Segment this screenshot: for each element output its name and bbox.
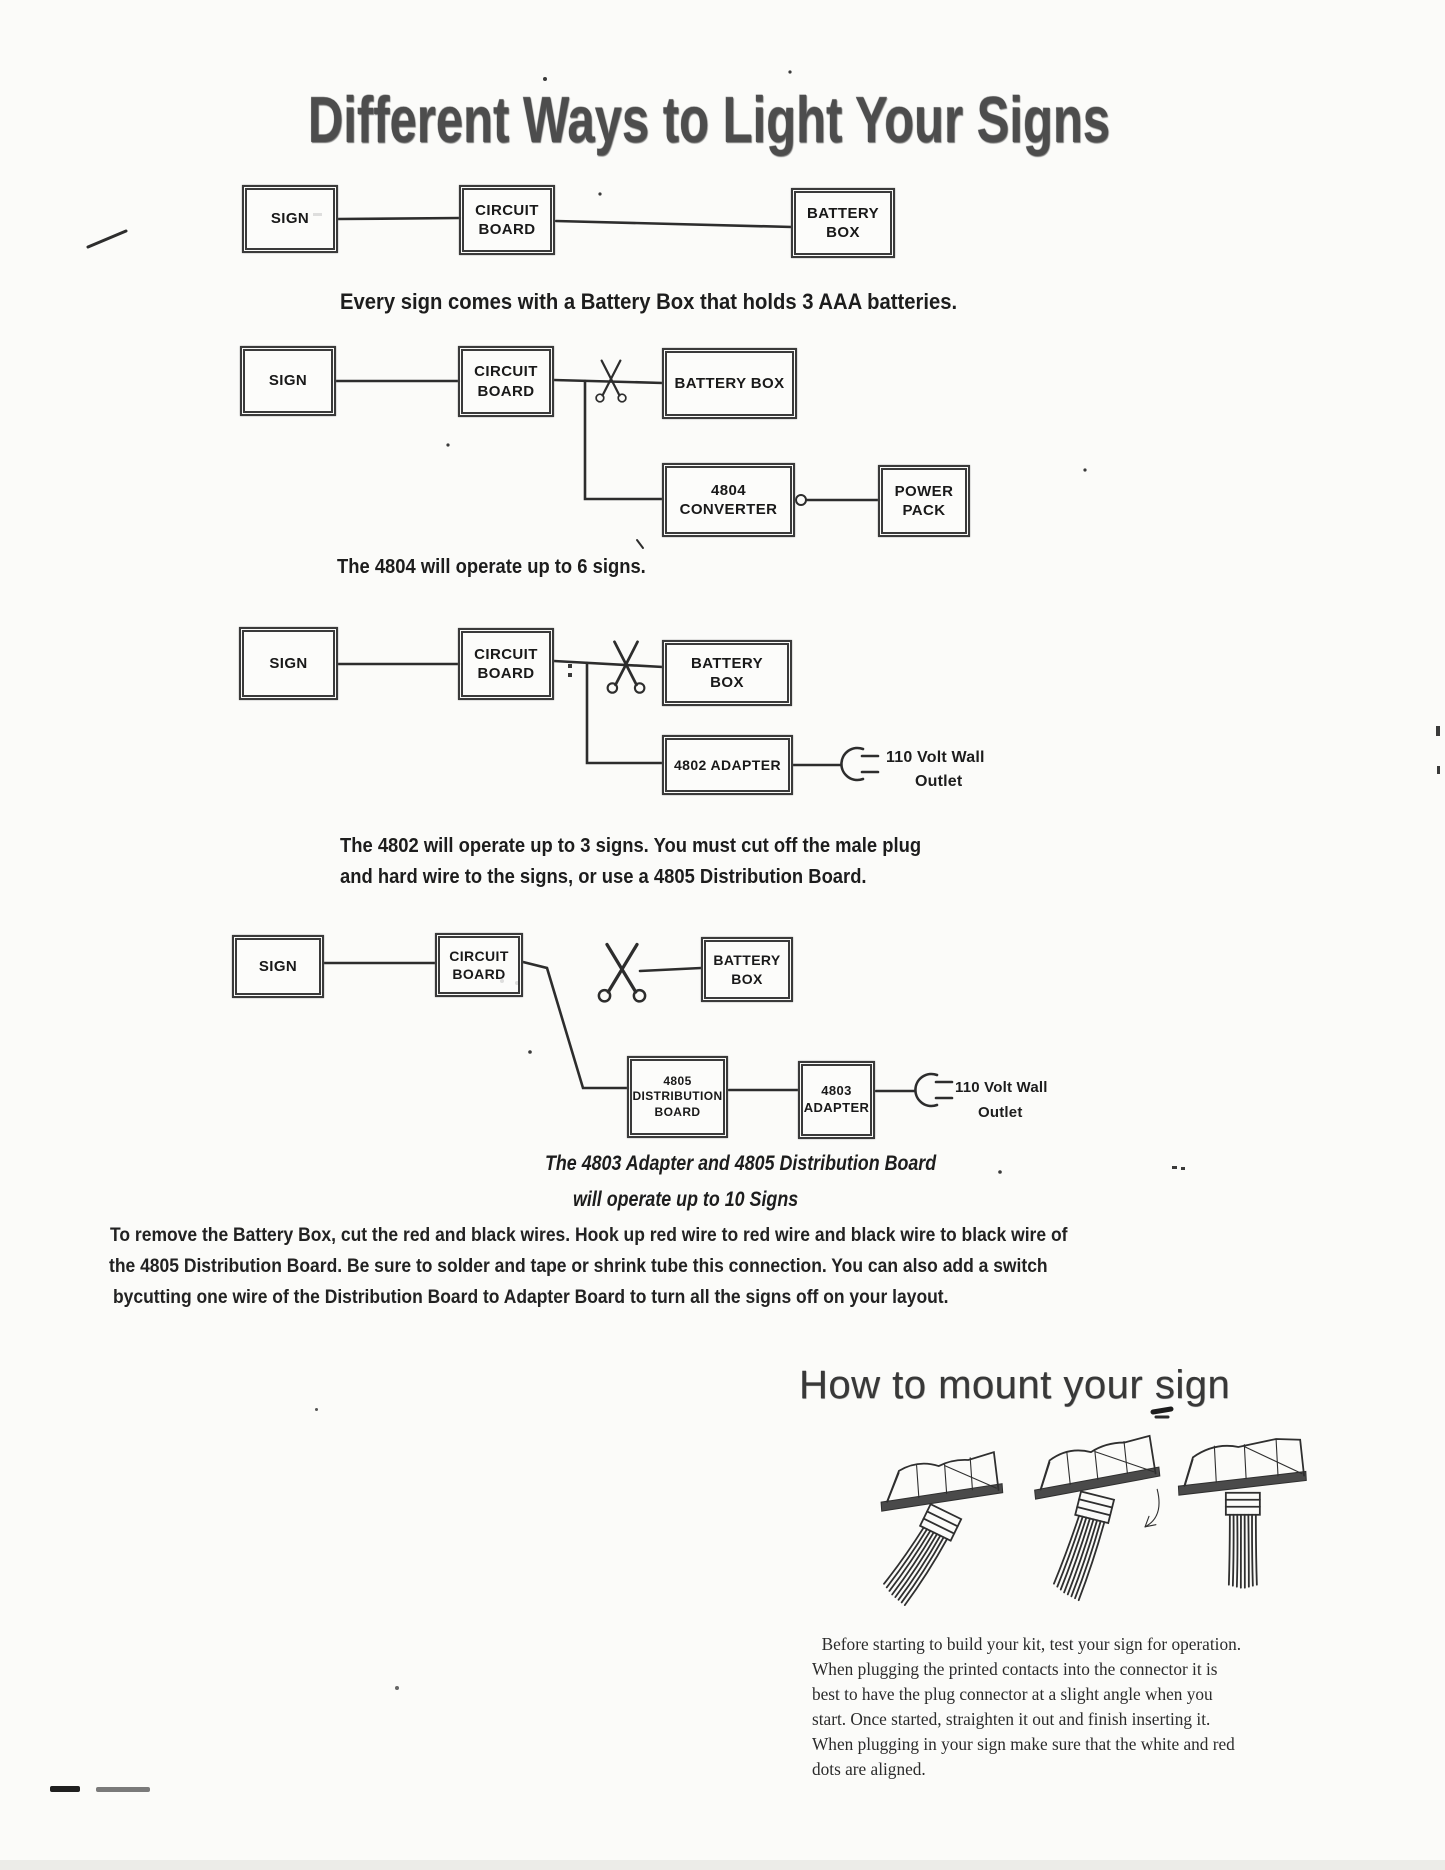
caption-diagram-4-line1: The 4803 Adapter and 4805 Distribution Board [545,1152,937,1175]
outlet-label-line2: Outlet [978,1104,1023,1121]
diagram2-wires [336,380,879,505]
sign-sketch-3 [1176,1438,1312,1592]
wall-plug-icon [841,748,878,780]
scan-speck [395,1686,399,1690]
mount-instructions-line: dots are aligned. [812,1759,926,1779]
box-battery-box-3: BATTERY BOX [662,640,792,706]
caption-diagram-3-line1: The 4802 will operate up to 3 signs. You must cut off the male plug [340,835,922,857]
page-title: Different Ways to Light Your Signs [308,85,1111,157]
scissors-icon [608,642,645,693]
mount-instructions-line: best to have the plug connector at a slight angle when you [812,1684,1213,1704]
box-4803-adapter: 4803 ADAPTER [798,1061,875,1139]
outlet-label-line1: 110 Volt Wall [955,1079,1048,1096]
mount-instructions-line: start. Once started, straighten it out and finish inserting it. [812,1709,1211,1729]
mount-instructions-line: When plugging in your sign make sure that the white and red [812,1734,1235,1754]
box-power-pack: POWER PACK [878,465,970,537]
caption-diagram-4-line2: will operate up to 10 Signs [573,1188,799,1211]
mount-section-title: How to mount your sign [799,1363,1231,1407]
caption-diagram-2: The 4804 will operate up to 6 signs. [337,556,646,578]
diagram1-wires [338,218,792,227]
scan-mark [1153,1409,1171,1417]
mount-illustration [838,1406,1318,1641]
scan-speck [568,664,572,668]
box-4805-distribution-board: 4805 DISTRIBUTION BOARD [627,1056,728,1138]
scan-speck [568,673,572,677]
box-battery-box-2: BATTERY BOX [662,348,797,419]
box-circuit-board-3: CIRCUIT BOARD [458,628,554,700]
scan-smudge [50,1786,80,1792]
sign-sketch-2 [1030,1435,1172,1607]
scan-edge-shadow [0,1860,1445,1870]
sign-sketch-1 [870,1452,1010,1614]
box-sign-2: SIGN [240,346,336,416]
mount-instructions-line: When plugging the printed contacts into the connector it is [812,1659,1218,1679]
scissors-icon [599,945,645,1002]
box-circuit-board-1: CIRCUIT BOARD [459,185,555,255]
caption-diagram-1: Every sign comes with a Battery Box that holds 3 AAA batteries. [340,289,958,314]
scan-speck [315,1408,318,1411]
box-4804-converter: 4804 CONVERTER [662,463,795,537]
box-battery-box-1: BATTERY BOX [791,188,895,258]
scan-smudge [96,1787,150,1792]
notes-line-1: To remove the Battery Box, cut the red and black wires. Hook up red wire to red wire and black wire to black wire of [110,1225,1068,1246]
box-battery-box-4: BATTERY BOX [701,937,793,1002]
box-circuit-board-4: CIRCUIT BOARD [435,933,523,997]
box-4802-adapter: 4802 ADAPTER [662,735,793,795]
mount-instructions [812,1632,1284,1782]
notes-line-3: bycutting one wire of the Distribution Board to Adapter Board to turn all the signs off on your layout. [113,1287,949,1308]
box-circuit-board-2: CIRCUIT BOARD [458,346,554,417]
wall-plug-icon [915,1074,952,1106]
caption-diagram-3-line2: and hard wire to the signs, or use a 4805 Distribution Board. [340,866,867,888]
outlet-label-line2: Outlet [915,773,963,790]
notes-line-2: the 4805 Distribution Board. Be sure to solder and tape or shrink tube this connection. You can also add a switch [109,1256,1048,1277]
outlet-label-line1: 110 Volt Wall [886,749,985,766]
mount-instructions-line: Before starting to build your kit, test your sign for operation. [821,1634,1242,1654]
rotation-arrow-icon [1141,1489,1161,1527]
box-sign-1: SIGN [242,185,338,253]
connector-node-icon [796,495,806,505]
box-sign-4: SIGN [232,935,324,998]
box-sign-3: SIGN [239,627,338,700]
